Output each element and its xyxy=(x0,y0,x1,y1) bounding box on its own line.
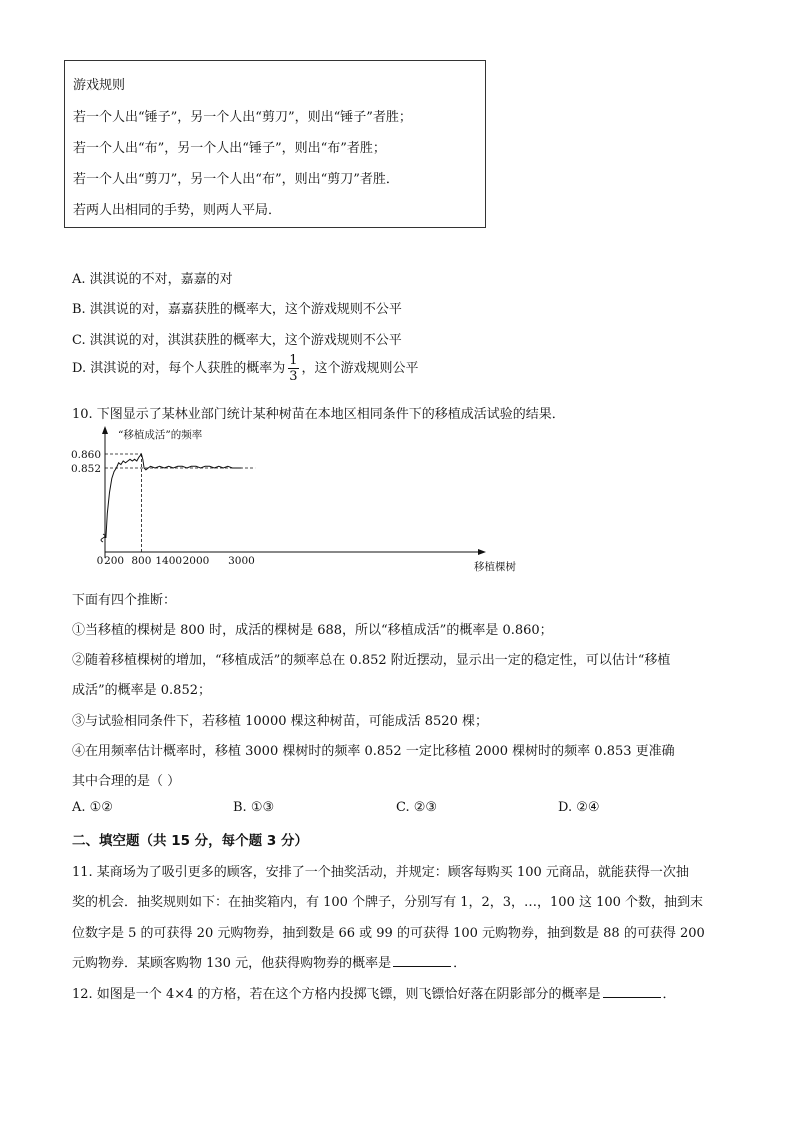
rule-line-1: 若一个人出“锤子”，另一个人出“剪刀”，则出“锤子”者胜； xyxy=(73,110,412,125)
x-tick-label: 1400 xyxy=(155,555,183,567)
q10-option-b: B. ①③ xyxy=(233,800,275,815)
fraction-denominator: 3 xyxy=(289,369,298,384)
q11-line-1: 11. 某商场为了吸引更多的顾客，安排了一个抽奖活动，并规定：顾客每购买 100 元商品，就能获得一次抽 xyxy=(72,865,689,880)
q10-stem: 10. 下图显示了某林业部门统计某种树苗在本地区相同条件下的移植成活试验的结果． xyxy=(72,407,565,422)
x-tick-label: 800 xyxy=(131,555,152,567)
axis-break-icon xyxy=(101,534,105,542)
q11-last-suffix: ． xyxy=(453,956,467,971)
q9-option-d-prefix: D. 淇淇说的对，每个人获胜的概率为 xyxy=(72,361,286,376)
origin-label: 0 xyxy=(96,555,104,567)
fraction-numerator: 1 xyxy=(289,353,298,368)
q12-answer-blank[interactable] xyxy=(603,985,661,998)
rule-line-2: 若一个人出“布”，另一个人出“锤子”，则出“布”者胜； xyxy=(73,141,386,156)
y-tick-label: 0.860 xyxy=(70,449,101,461)
q10-item-2: ②随着移植棵树的增加，“移植成活”的频率总在 0.852 附近摆动，显示出一定的稳定性，可以估计“移植 xyxy=(72,653,671,668)
survival-frequency-chart xyxy=(60,422,516,580)
q10-option-d: D. ②④ xyxy=(558,800,600,815)
game-rules-box xyxy=(64,60,486,228)
q9-option-d-suffix: ，这个游戏规则公平 xyxy=(301,361,419,376)
q9-option-b: B. 淇淇说的对，嘉嘉获胜的概率大，这个游戏规则不公平 xyxy=(72,302,402,317)
rule-line-3: 若一个人出“剪刀”，另一个人出“布”，则出“剪刀”者胜． xyxy=(73,172,399,187)
y-axis-arrow xyxy=(102,426,108,434)
q11-last-prefix: 元购物券．某顾客购物 130 元，他获得购物券的概率是 xyxy=(72,956,392,971)
q12-suffix: ． xyxy=(662,987,676,1002)
x-tick-label: 2000 xyxy=(182,555,210,567)
q10-item-2-cont: 成活”的概率是 0.852； xyxy=(72,683,211,698)
q9-option-d xyxy=(72,354,419,383)
q10-option-a: A. ①② xyxy=(72,800,113,815)
rule-line-4: 若两人出相同的手势，则两人平局． xyxy=(73,203,282,218)
x-axis-label: 移植棵树 xyxy=(474,561,516,573)
section2-heading: 二、填空题（共 15 分，每个题 3 分） xyxy=(72,833,308,849)
q11-line-3: 位数字是 5 的可获得 20 元购物券，抽到数是 66 或 99 的可获得 100 元购物券，抽到数是 88 的可获得 200 xyxy=(72,926,705,941)
rules-title: 游戏规则 xyxy=(73,78,126,93)
q9-option-a: A. 淇淇说的不对，嘉嘉的对 xyxy=(72,272,233,287)
q10-item-1: ①当移植的棵树是 800 时，成活的棵树是 688，所以“移植成活”的概率是 0.860； xyxy=(72,623,553,638)
q10-option-c: C. ②③ xyxy=(396,800,438,815)
q10-item-3: ③与试验相同条件下，若移植 10000 棵这种树苗，可能成活 8520 棵； xyxy=(72,714,488,729)
q11-line-2: 奖的机会．抽奖规则如下：在抽奖箱内，有 100 个牌子，分别写有 1，2，3，…，100 这 100 个数，抽到末 xyxy=(72,895,704,910)
q12-prefix: 12. 如图是一个 4×4 的方格，若在这个方格内投掷飞镖，则飞镖恰好落在阴影部分的概率是 xyxy=(72,987,601,1002)
fraction-one-third xyxy=(288,354,298,383)
q10-question: 其中合理的是（ ） xyxy=(72,774,181,789)
q10-intro: 下面有四个推断： xyxy=(72,593,177,608)
frequency-series-line xyxy=(106,454,242,538)
x-tick-label: 3000 xyxy=(228,555,255,567)
x-axis-arrow xyxy=(478,549,486,555)
q9-option-c: C. 淇淇说的对，淇淇获胜的概率大，这个游戏规则不公平 xyxy=(72,333,402,348)
chart-axes xyxy=(101,426,486,558)
q12-line xyxy=(72,983,676,1002)
q10-item-4: ④在用频率估计概率时，移植 3000 棵树时的频率 0.852 一定比移植 2000 棵树时的频率 0.853 更准确 xyxy=(72,744,675,759)
q11-answer-blank[interactable] xyxy=(393,954,451,967)
y-tick-label: 0.852 xyxy=(70,463,101,475)
x-tick-label: 200 xyxy=(104,555,125,567)
y-axis-label: “移植成活”的频率 xyxy=(118,429,203,441)
q11-line-4 xyxy=(72,952,466,971)
